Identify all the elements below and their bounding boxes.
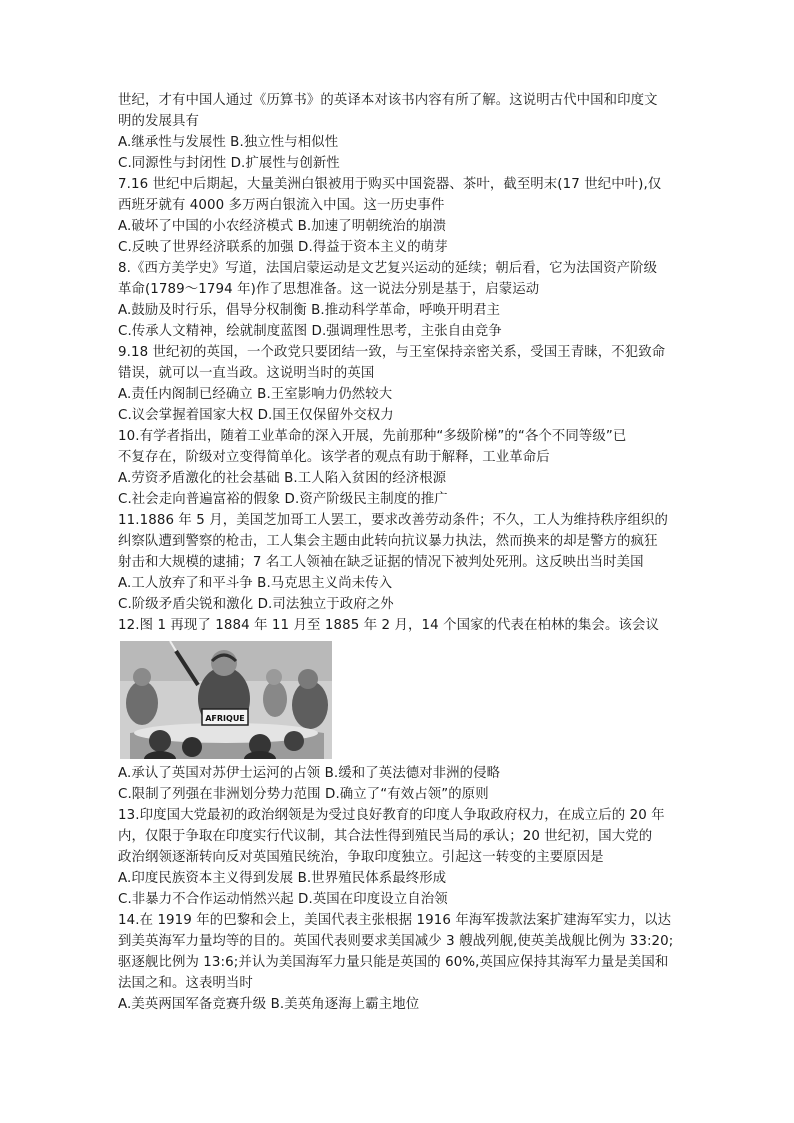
option-line: C.阶级矛盾尖锐和激化 D.司法独立于政府之外	[118, 597, 394, 612]
option-line: C.非暴力不合作运动悄然兴起 D.英国在印度设立自治领	[118, 892, 448, 907]
text-line: 射击和大规模的逮捕；7 名工人领袖在缺乏证据的情况下被判处死刑。这反映出当时美国	[118, 555, 644, 570]
option-line: C.传承人文精神，绘就制度蓝图 D.强调理性思考，主张自由竞争	[118, 324, 502, 339]
option-line: A.破坏了中国的小农经济模式 B.加速了明朝统治的崩溃	[118, 219, 447, 234]
option-line: A.美英两国军备竞赛升级 B.美英角逐海上霸主地位	[118, 997, 420, 1012]
text-line: 到美英海军力量均等的目的。英国代表则要求美国减少 3 艘战列舰,使英美战舰比例为 33:20;	[118, 934, 674, 949]
text-line: 政治纲领逐渐转向反对英国殖民统治，争取印度独立。引起这一转变的主要原因是	[118, 850, 604, 865]
question-7: 7.16 世纪中后期起，大量美洲白银被用于购买中国瓷器、茶叶，截至明末(17 世纪中叶),仅	[118, 177, 662, 192]
option-line: A.继承性与发展性 B.独立性与相似性	[118, 135, 339, 150]
text-line: 西班牙就有 4000 多万两白银流入中国。这一历史事件	[118, 198, 445, 213]
text-line: 明的发展具有	[118, 114, 199, 129]
cake-label: AFRIQUE	[205, 714, 245, 723]
text-line: 革命(1789～1794 年)作了思想准备。这一说法分别是基于，启蒙运动	[118, 282, 540, 297]
question-text	[118, 90, 678, 1015]
text-line: 错误，就可以一直当政。这说明当时的英国	[118, 366, 375, 381]
question-9: 9.18 世纪初的英国，一个政党只要团结一致，与王室保持亲密关系，受国王青睐，不犯致命	[118, 345, 666, 360]
text-line: 世纪，才有中国人通过《历算书》的英译本对该书内容有所了解。这说明古代中国和印度文	[118, 93, 658, 108]
option-line: C.反映了世界经济联系的加强 D.得益于资本主义的萌芽	[118, 240, 448, 255]
cartoon-image	[120, 641, 332, 759]
option-line: C.社会走向普遍富裕的假象 D.资产阶级民主制度的推广	[118, 492, 448, 507]
question-13: 13.印度国大党最初的政治纲领是为受过良好教育的印度人争取政府权力，在成立后的 20 年	[118, 808, 665, 823]
berlin-conference-illustration	[120, 641, 332, 759]
question-10: 10.有学者指出，随着工业革命的深入开展，先前那种“多级阶梯”的“各个不同等级”已	[118, 429, 627, 444]
text-line: 法国之和。这表明当时	[118, 976, 253, 991]
text-line: 内，仅限于争取在印度实行代议制，其合法性得到殖民当局的承认；20 世纪初，国大党的	[118, 829, 653, 844]
option-line: A.承认了英国对苏伊士运河的占领 B.缓和了英法德对非洲的侵略	[118, 766, 501, 781]
question-14: 14.在 1919 年的巴黎和会上，美国代表主张根据 1916 年海军拨款法案扩建海军实力，以达	[118, 913, 672, 928]
question-12: 12.图 1 再现了 1884 年 11 月至 1885 年 2 月，14 个国家的代表在柏林的集会。该会议	[118, 618, 659, 633]
text-line: 不复存在，阶级对立变得简单化。该学者的观点有助于解释，工业革命后	[118, 450, 550, 465]
text-line: 纠察队遭到警察的枪击，工人集会主题由此转向抗议暴力执法，然而换来的却是警方的疯狂	[118, 534, 658, 549]
option-line: A.鼓励及时行乐，倡导分权制衡 B.推动科学革命，呼唤开明君主	[118, 303, 501, 318]
text-line: 驱逐舰比例为 13:6;并认为美国海军力量只能是英国的 60%,英国应保持其海军力量是美国和	[118, 955, 669, 970]
question-11: 11.1886 年 5 月，美国芝加哥工人罢工，要求改善劳动条件；不久，工人为维持秩序组织的	[118, 513, 668, 528]
option-line: C.限制了列强在非洲划分势力范围 D.确立了“有效占领”的原则	[118, 787, 489, 802]
question-8: 8.《西方美学史》写道，法国启蒙运动是文艺复兴运动的延续；朝后看，它为法国资产阶级	[118, 261, 658, 276]
option-line: C.同源性与封闭性 D.扩展性与创新性	[118, 156, 340, 171]
option-line: A.印度民族资本主义得到发展 B.世界殖民体系最终形成	[118, 871, 447, 886]
option-line: A.工人放弃了和平斗争 B.马克思主义尚未传入	[118, 576, 393, 591]
option-line: A.劳资矛盾激化的社会基础 B.工人陷入贫困的经济根源	[118, 471, 447, 486]
option-line: A.责任内阁制已经确立 B.王室影响力仍然较大	[118, 387, 393, 402]
option-line: C.议会掌握着国家大权 D.国王仅保留外交权力	[118, 408, 394, 423]
